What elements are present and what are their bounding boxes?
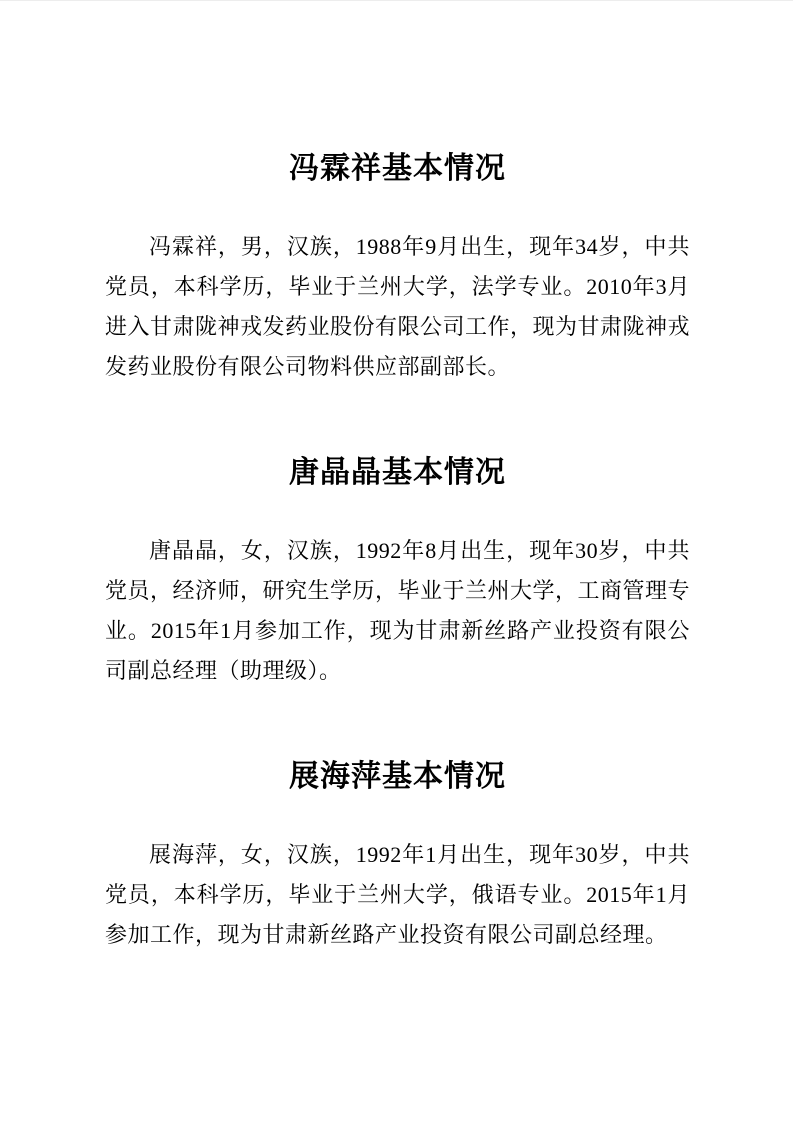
section-title: 唐晶晶基本情况 [289, 456, 506, 489]
profile-section-feng-linxiang [105, 151, 690, 387]
profile-section-tang-jingjing [105, 455, 690, 691]
profile-section-zhan-haiping [105, 759, 690, 955]
section-title: 冯霖祥基本情况 [289, 152, 506, 185]
section-paragraph: 冯霖祥，男，汉族，1988年9月出生，现年34岁，中共党员，本科学历，毕业于兰州大学，法学专业。2010年3月进入甘肃陇神戎发药业股份有限公司工作，现为甘肃陇神戎发药业股份有限公司物料供应部副部长。 [105, 234, 691, 379]
section-paragraph: 唐晶晶，女，汉族，1992年8月出生，现年30岁，中共党员，经济师，研究生学历，毕业于兰州大学，工商管理专业。2015年1月参加工作，现为甘肃新丝路产业投资有限公司副总经理（助理级）。 [105, 538, 691, 683]
section-title: 展海萍基本情况 [289, 760, 506, 793]
section-paragraph: 展海萍，女，汉族，1992年1月出生，现年30岁，中共党员，本科学历，毕业于兰州大学，俄语专业。2015年1月参加工作，现为甘肃新丝路产业投资有限公司副总经理。 [105, 842, 690, 947]
